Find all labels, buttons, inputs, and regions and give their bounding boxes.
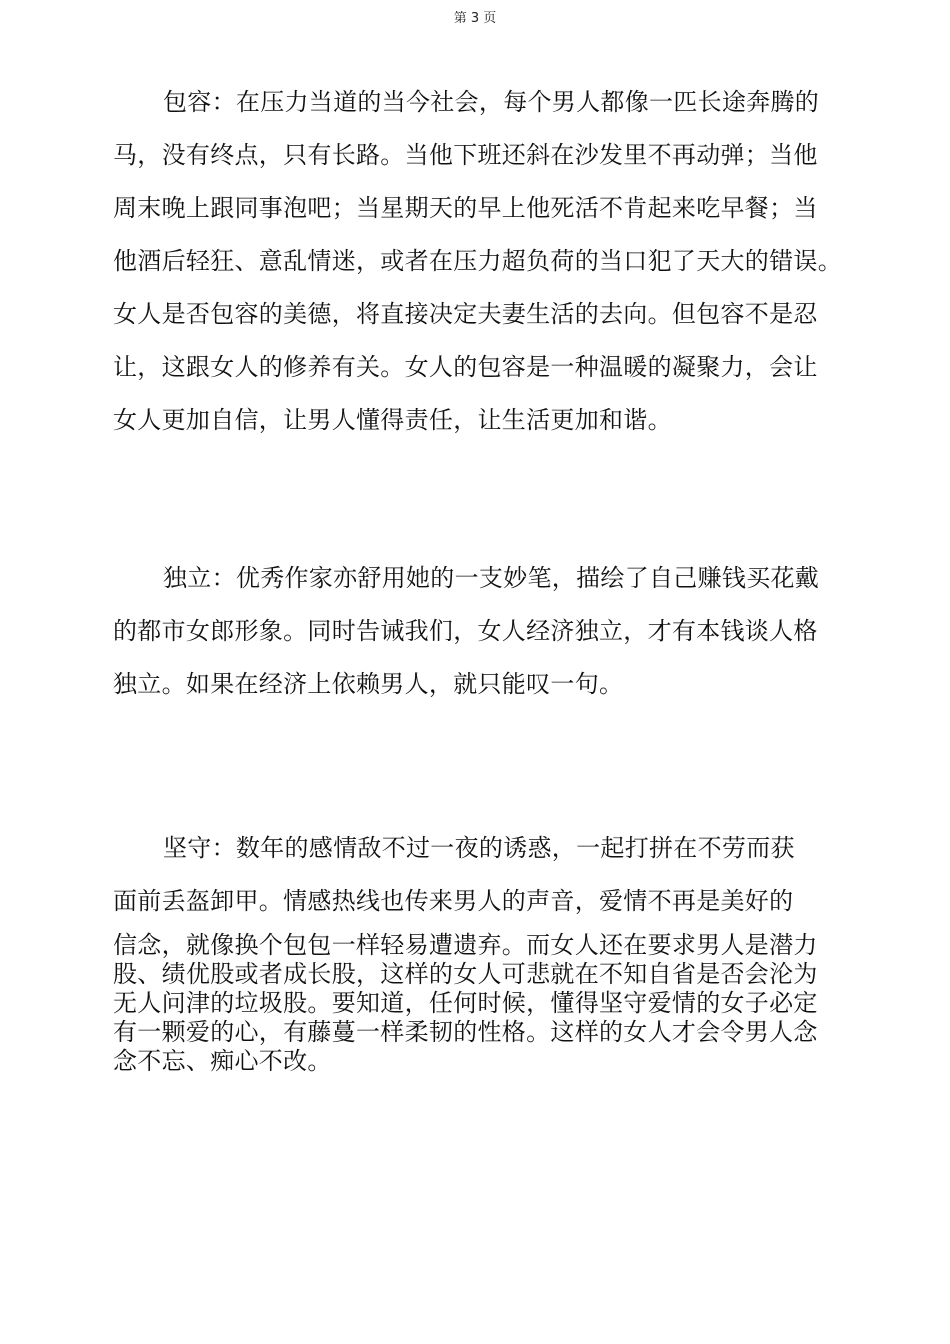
paragraph-line: 有一颗爱的心，有藤蔓一样柔韧的性格。这样的女人才会令男人念	[113, 1018, 818, 1046]
paragraph-line: 的都市女郎形象。同时告诫我们，女人经济独立，才有本钱谈人格	[113, 617, 818, 645]
paragraph-perseverance	[113, 830, 853, 1076]
paragraph-tolerance	[113, 84, 853, 455]
paragraph-independence	[113, 560, 853, 719]
paragraph-line: 股、绩优股或者成长股，这样的女人可悲就在不知自省是否会沦为	[113, 960, 818, 988]
paragraph-line: 马，没有终点，只有长路。当他下班还斜在沙发里不再动弹；当他	[113, 141, 818, 169]
page-number: 第 3 页	[453, 11, 497, 26]
paragraph-line: 面前丢盔卸甲。情感热线也传来男人的声音，爱情不再是美好的	[113, 887, 794, 915]
paragraph-line: 信念，就像换个包包一样轻易遭遗弃。而女人还在要求男人是潜力	[113, 931, 818, 959]
paragraph-line: 女人更加自信，让男人懂得责任，让生活更加和谐。	[113, 406, 672, 434]
paragraph-line: 念不忘、痴心不改。	[113, 1047, 332, 1075]
paragraph-line: 包容：在压力当道的当今社会，每个男人都像一匹长途奔腾的	[163, 88, 820, 116]
paragraph-line: 让，这跟女人的修养有关。女人的包容是一种温暖的凝聚力，会让	[113, 353, 818, 381]
paragraph-line: 他酒后轻狂、意乱情迷，或者在压力超负荷的当口犯了天大的错误。	[113, 247, 842, 275]
paragraph-line: 周末晚上跟同事泡吧；当星期天的早上他死活不肯起来吃早餐；当	[113, 194, 818, 222]
paragraph-line: 女人是否包容的美德，将直接决定夫妻生活的去向。但包容不是忍	[113, 300, 818, 328]
paragraph-line: 无人问津的垃圾股。要知道，任何时候，懂得坚守爱情的女子必定	[113, 989, 818, 1017]
paragraph-line: 独立。如果在经济上依赖男人，就只能叹一句。	[113, 670, 624, 698]
paragraph-line: 坚守：数年的感情敌不过一夜的诱惑，一起打拼在不劳而获	[163, 834, 795, 862]
paragraph-line: 独立：优秀作家亦舒用她的一支妙笔，描绘了自己赚钱买花戴	[163, 564, 820, 592]
